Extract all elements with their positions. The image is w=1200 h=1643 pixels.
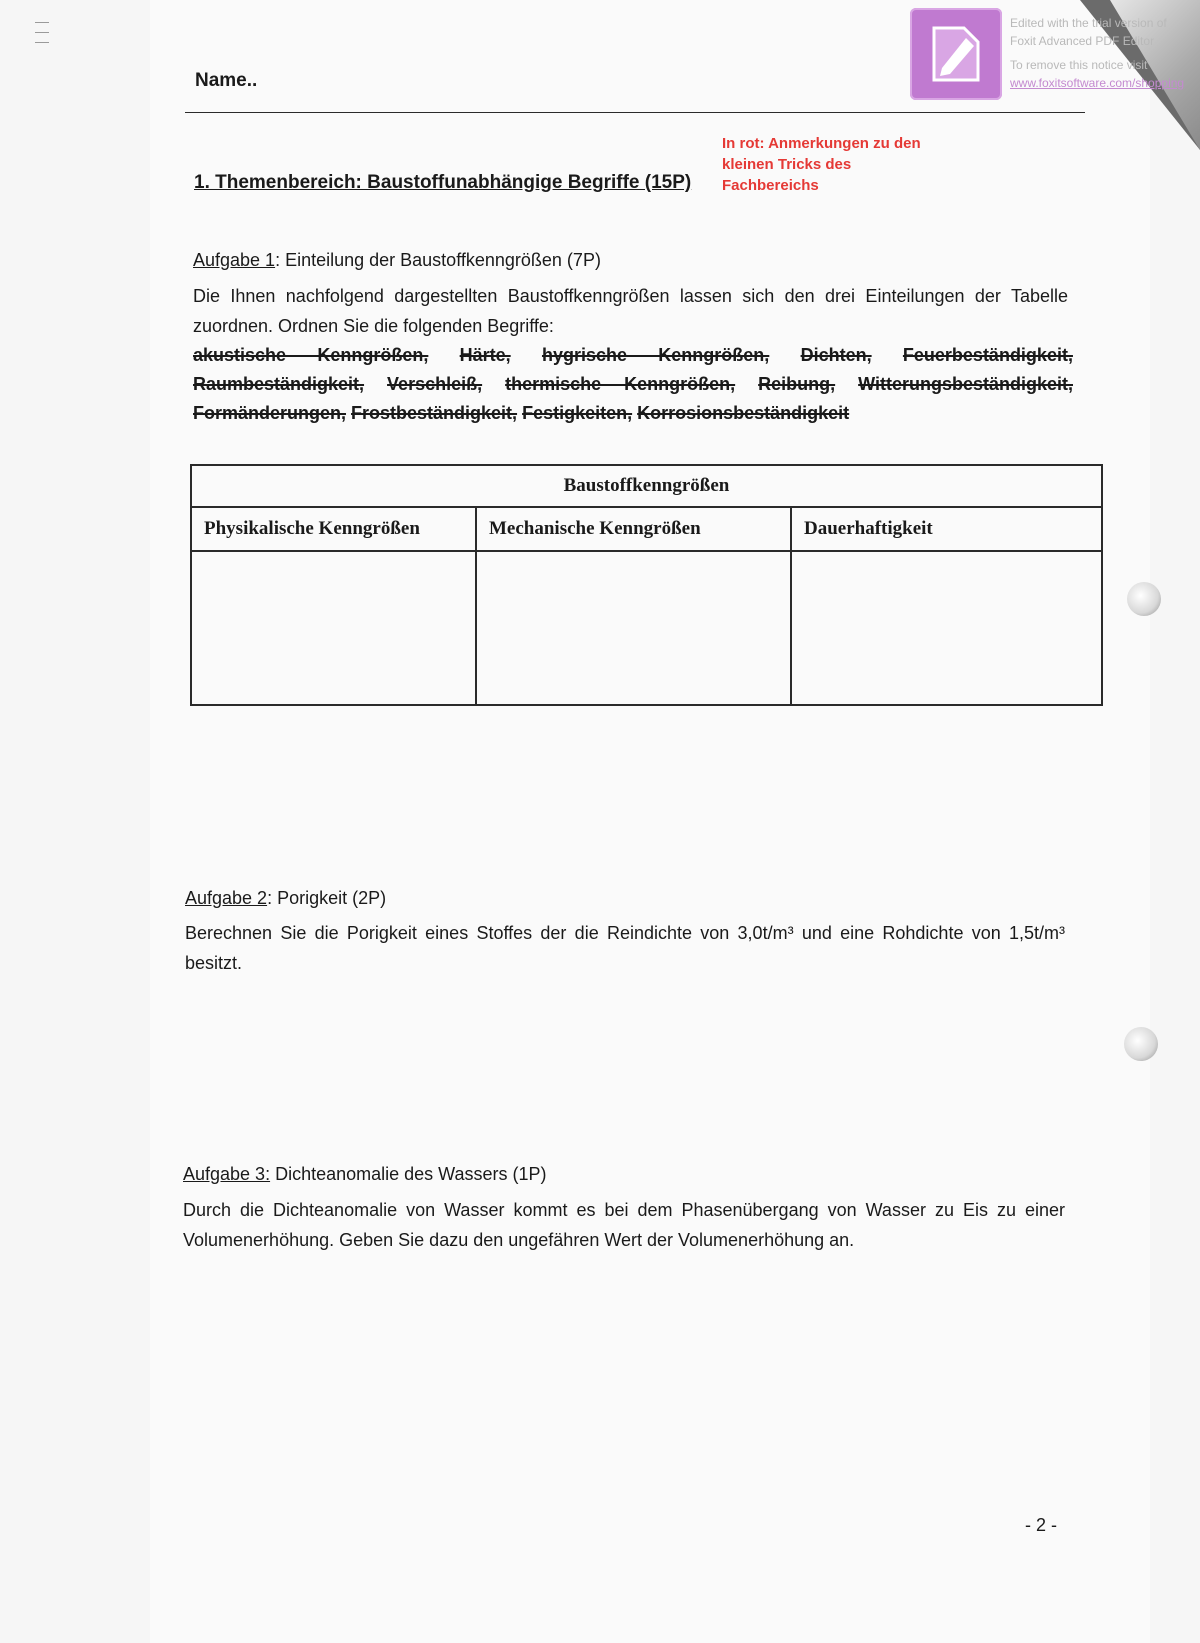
term-item: Dichten, bbox=[800, 345, 872, 365]
task2-title: : Porigkeit (2P) bbox=[267, 888, 387, 908]
page-number: - 2 - bbox=[1025, 1515, 1058, 1535]
task2-heading bbox=[185, 888, 386, 909]
task1-instruction: Die Ihnen nachfolgend dargestellten Baustoffkenngrößen lassen sich den drei Einteilungen der Tabelle zuordnen. Ordnen Sie die folgenden Begriffe: bbox=[193, 286, 1068, 336]
term-item: Witterungsbeständigkeit, bbox=[858, 374, 1073, 394]
punch-hole bbox=[1127, 582, 1161, 616]
term-item: Härte, bbox=[459, 345, 511, 365]
task2-label: Aufgabe 2 bbox=[185, 888, 268, 908]
task3-text: Durch die Dichteanomalie von Wasser kommt es bei dem Phasenübergang von Wasser zu Eis zu einer Volumenerhöhung. Geben Sie dazu den ungefähren Wert der Volumenerhöhung an. bbox=[183, 1200, 1065, 1250]
term-item: thermische Kenngrößen, bbox=[505, 374, 736, 394]
table-header-durability: Dauerhaftigkeit bbox=[791, 507, 1102, 551]
watermark-line3: To remove this notice visit bbox=[1010, 58, 1148, 72]
task3-heading bbox=[183, 1164, 547, 1185]
term-item: Raumbeständigkeit, bbox=[193, 374, 365, 394]
term-item: Formänderungen, bbox=[193, 403, 347, 423]
task3-title: Dichteanomalie des Wassers (1P) bbox=[270, 1164, 547, 1184]
header-rule bbox=[185, 112, 1085, 113]
term-item: Frostbeständigkeit, bbox=[351, 403, 518, 423]
scan-mark bbox=[35, 22, 49, 23]
paper-sheet bbox=[150, 0, 1150, 1643]
watermark-line2: Foxit Advanced PDF Editor bbox=[1010, 34, 1155, 48]
watermark-link[interactable]: www.foxitsoftware.com/shopping bbox=[1010, 76, 1185, 90]
trial-watermark bbox=[1010, 14, 1200, 92]
table-header-mechanical: Mechanische Kenngrößen bbox=[476, 507, 791, 551]
term-item: Verschleiß, bbox=[387, 374, 483, 394]
red-annotation-note: In rot: Anmerkungen zu den kleinen Tricks des Fachbereichs bbox=[722, 135, 921, 194]
term-item: Reibung, bbox=[758, 374, 836, 394]
scan-mark bbox=[35, 32, 49, 33]
table-header-physical: Physikalische Kenngrößen bbox=[191, 507, 476, 551]
answer-cell-mechanical[interactable] bbox=[476, 551, 791, 705]
task1-label: Aufgabe 1 bbox=[193, 250, 276, 270]
term-item: Korrosionsbeständigkeit bbox=[637, 403, 850, 423]
foxit-logo-icon bbox=[910, 8, 1002, 100]
scan-mark bbox=[35, 42, 49, 43]
task1-term-list bbox=[193, 341, 1073, 428]
term-item: hygrische Kenngrößen, bbox=[541, 345, 770, 365]
term-item: Feuerbeständigkeit, bbox=[902, 345, 1073, 365]
task3-label: Aufgabe 3: bbox=[183, 1164, 271, 1184]
watermark-line1: Edited with the trial version of bbox=[1010, 16, 1167, 30]
name-label: Name.. bbox=[195, 70, 258, 91]
task1-title: : Einteilung der Baustoffkenngrößen (7P) bbox=[275, 250, 601, 270]
term-item: Festigkeiten, bbox=[522, 403, 633, 423]
task1-heading bbox=[193, 250, 601, 271]
punch-hole bbox=[1124, 1027, 1158, 1061]
table-title: Baustoffkenngrößen bbox=[191, 465, 1102, 507]
answer-cell-physical[interactable] bbox=[191, 551, 476, 705]
task2-text: Berechnen Sie die Porigkeit eines Stoffes der die Reindichte von 3,0t/m³ und eine Rohdichte von 1,5t/m³ besitzt. bbox=[185, 923, 1065, 973]
term-item: akustische Kenngrößen, bbox=[193, 345, 429, 365]
baustoff-table bbox=[190, 464, 1103, 706]
answer-cell-durability[interactable] bbox=[791, 551, 1102, 705]
section-title: 1. Themenbereich: Baustoffunabhängige Begriffe (15P) bbox=[194, 172, 692, 193]
